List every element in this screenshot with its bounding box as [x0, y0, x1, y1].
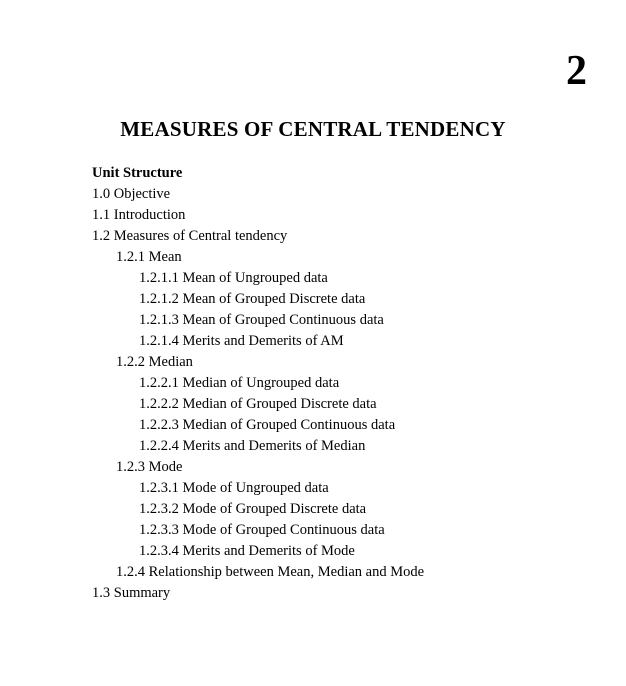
- toc-item-relationship: 1.2.4 Relationship between Mean, Median and Mode: [116, 564, 425, 580]
- toc-item-median-merits-demerits: 1.2.2.4 Merits and Demerits of Median: [139, 438, 366, 454]
- toc-item-mode-ungrouped: 1.2.3.1 Mode of Ungrouped data: [139, 480, 329, 496]
- toc-item-mean-grouped-discrete: 1.2.1.2 Mean of Grouped Discrete data: [139, 291, 366, 307]
- toc-item-median-ungrouped: 1.2.2.1 Median of Ungrouped data: [139, 375, 340, 391]
- toc-item-median-grouped-discrete: 1.2.2.2 Median of Grouped Discrete data: [139, 396, 377, 412]
- toc-list: [92, 184, 606, 604]
- chapter-number: 2: [566, 48, 587, 94]
- toc-item-introduction: 1.1 Introduction: [92, 207, 186, 223]
- toc-item-mode: 1.2.3 Mode: [116, 459, 183, 475]
- chapter-title: MEASURES OF CENTRAL TENDENCY: [120, 117, 506, 141]
- toc-item-mode-merits-demerits: 1.2.3.4 Merits and Demerits of Mode: [139, 543, 355, 559]
- toc-item-mean-ungrouped: 1.2.1.1 Mean of Ungrouped data: [139, 270, 328, 286]
- toc-item-measures-of-central-tendency: 1.2 Measures of Central tendency: [92, 228, 288, 244]
- toc-item-objective: 1.0 Objective: [92, 186, 171, 202]
- toc-item-median-grouped-continuous: 1.2.2.3 Median of Grouped Continuous data: [139, 417, 396, 433]
- toc-item-summary: 1.3 Summary: [92, 585, 171, 601]
- unit-structure: [92, 163, 606, 604]
- toc-item-mean: 1.2.1 Mean: [116, 249, 182, 265]
- toc-item-mode-grouped-continuous: 1.2.3.3 Mode of Grouped Continuous data: [139, 522, 385, 538]
- toc-item-mode-grouped-discrete: 1.2.3.2 Mode of Grouped Discrete data: [139, 501, 367, 517]
- toc-item-mean-grouped-continuous: 1.2.1.3 Mean of Grouped Continuous data: [139, 312, 384, 328]
- toc-item-mean-merits-demerits: 1.2.1.4 Merits and Demerits of AM: [139, 333, 344, 349]
- toc-item-median: 1.2.2 Median: [116, 354, 193, 370]
- unit-structure-heading: Unit Structure: [92, 165, 183, 181]
